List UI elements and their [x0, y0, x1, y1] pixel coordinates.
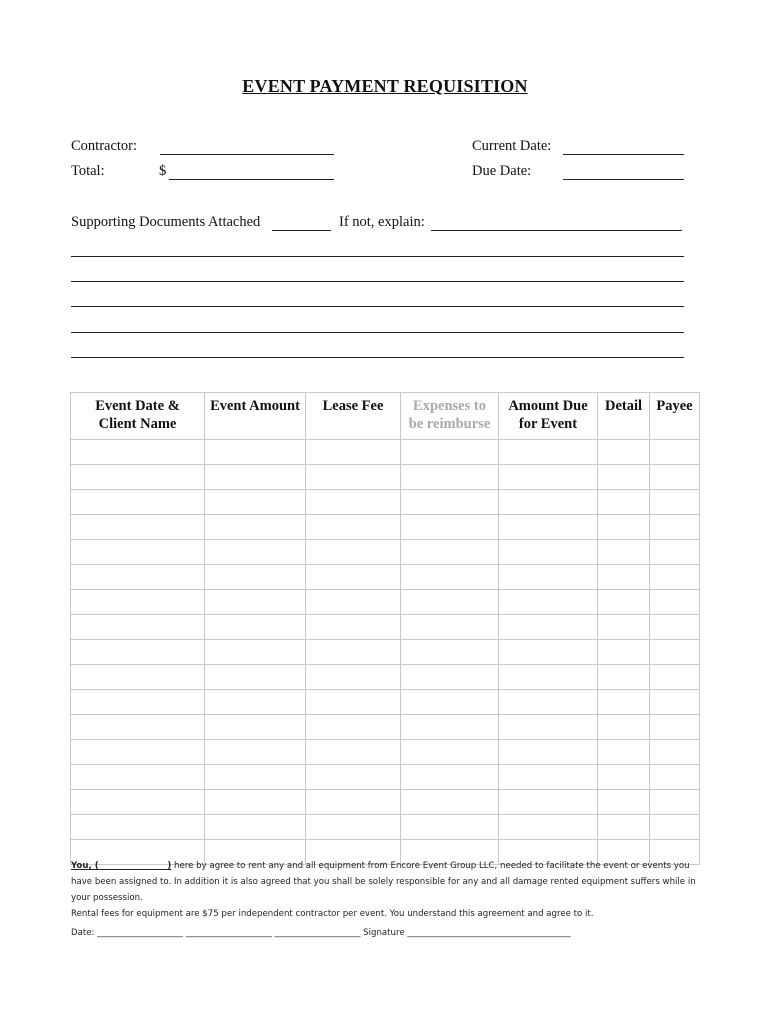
table-cell[interactable] [71, 490, 205, 515]
agreement-paragraph [71, 858, 701, 906]
table-cell[interactable] [71, 590, 205, 615]
explanation-line[interactable] [71, 306, 684, 307]
table-cell[interactable] [650, 790, 700, 815]
contractor-field[interactable] [160, 154, 334, 155]
header-lease-fee: Lease Fee [306, 393, 401, 440]
table-cell[interactable] [306, 490, 401, 515]
table-row [71, 690, 700, 715]
table-row [71, 665, 700, 690]
due-date-field[interactable] [563, 179, 684, 180]
table-cell[interactable] [499, 490, 598, 515]
table-cell[interactable] [205, 640, 306, 665]
table-cell[interactable] [401, 465, 499, 490]
table-cell[interactable] [598, 740, 650, 765]
signature-line[interactable]: Date: ____________________ ____________________ ____________________ Signature ______________________________________ [71, 928, 571, 938]
table-cell[interactable] [205, 790, 306, 815]
table-cell[interactable] [598, 565, 650, 590]
table-cell[interactable] [306, 690, 401, 715]
table-cell[interactable] [499, 565, 598, 590]
table-cell[interactable] [71, 565, 205, 590]
table-cell[interactable] [650, 515, 700, 540]
rental-fees-text: Rental fees for equipment are $75 per independent contractor per event. You understand this agreement and agree to it. [71, 909, 594, 919]
table-cell[interactable] [650, 590, 700, 615]
table-cell[interactable] [650, 740, 700, 765]
table-cell[interactable] [71, 440, 205, 465]
table-cell[interactable] [306, 590, 401, 615]
table-row [71, 740, 700, 765]
table-cell[interactable] [205, 465, 306, 490]
table-cell[interactable] [71, 665, 205, 690]
contractor-label: Contractor: [71, 138, 138, 154]
table-cell[interactable] [71, 640, 205, 665]
agreement-text: here by agree to rent any and all equipment from Encore Event Group LLC, needed to facilitate the event or events you have been assigned to. In addition it is also agreed that you shall be solely responsible for any and all damage rented equipment suffers while in your possession. [71, 861, 696, 903]
table-cell[interactable] [306, 615, 401, 640]
table-cell[interactable] [650, 815, 700, 840]
table-cell[interactable] [205, 690, 306, 715]
supporting-documents-label: Supporting Documents Attached [71, 214, 261, 230]
table-cell[interactable] [650, 665, 700, 690]
table-cell[interactable] [598, 690, 650, 715]
table-cell[interactable] [306, 765, 401, 790]
table-cell[interactable] [306, 740, 401, 765]
table-cell[interactable] [306, 465, 401, 490]
table-cell[interactable] [499, 590, 598, 615]
table-cell[interactable] [650, 540, 700, 565]
table-cell[interactable] [306, 665, 401, 690]
table-cell[interactable] [71, 790, 205, 815]
table-cell[interactable] [71, 765, 205, 790]
table-cell[interactable] [401, 615, 499, 640]
table-cell[interactable] [650, 690, 700, 715]
table-cell[interactable] [205, 665, 306, 690]
table-cell[interactable] [401, 665, 499, 690]
you-name-blank[interactable]: You, (________________) [71, 861, 172, 871]
table-cell[interactable] [205, 765, 306, 790]
total-currency: $ [159, 163, 167, 179]
table-cell[interactable] [499, 615, 598, 640]
table-cell[interactable] [401, 740, 499, 765]
table-cell[interactable] [598, 615, 650, 640]
table-cell[interactable] [205, 540, 306, 565]
table-row [71, 490, 700, 515]
table-cell[interactable] [401, 690, 499, 715]
table-cell[interactable] [71, 740, 205, 765]
table-cell[interactable] [306, 440, 401, 465]
table-cell[interactable] [205, 615, 306, 640]
table-row [71, 765, 700, 790]
header-payee: Payee [650, 393, 700, 440]
payment-table [70, 392, 700, 865]
table-cell[interactable] [499, 515, 598, 540]
table-cell[interactable] [205, 515, 306, 540]
table-cell[interactable] [306, 715, 401, 740]
table-cell[interactable] [401, 565, 499, 590]
table-cell[interactable] [598, 640, 650, 665]
header-expenses-reimburse: Expenses to be reimburse [401, 393, 499, 440]
table-cell[interactable] [71, 540, 205, 565]
if-not-explain-label: If not, explain: [339, 214, 425, 230]
table-row [71, 565, 700, 590]
current-date-label: Current Date: [472, 138, 552, 154]
table-row [71, 640, 700, 665]
table-cell[interactable] [650, 640, 700, 665]
table-row [71, 440, 700, 465]
table-cell[interactable] [598, 440, 650, 465]
table-cell[interactable] [598, 465, 650, 490]
table-cell[interactable] [205, 740, 306, 765]
header-detail: Detail [598, 393, 650, 440]
total-label: Total: [71, 163, 105, 179]
table-row [71, 815, 700, 840]
table-cell[interactable] [499, 815, 598, 840]
due-date-label: Due Date: [472, 163, 532, 179]
table-cell[interactable] [401, 490, 499, 515]
header-amount-due: Amount Due for Event [499, 393, 598, 440]
table-cell[interactable] [306, 565, 401, 590]
table-cell[interactable] [205, 815, 306, 840]
current-date-field[interactable] [563, 154, 684, 155]
table-cell[interactable] [499, 440, 598, 465]
table-cell[interactable] [401, 790, 499, 815]
table-row [71, 590, 700, 615]
table-cell[interactable] [499, 790, 598, 815]
table-cell[interactable] [401, 515, 499, 540]
table-cell[interactable] [401, 540, 499, 565]
table-cell[interactable] [598, 715, 650, 740]
table-cell[interactable] [650, 490, 700, 515]
table-row [71, 715, 700, 740]
table-cell[interactable] [71, 715, 205, 740]
table-cell[interactable] [71, 515, 205, 540]
table-cell[interactable] [71, 815, 205, 840]
table-cell[interactable] [205, 440, 306, 465]
table-cell[interactable] [71, 465, 205, 490]
table-cell[interactable] [499, 690, 598, 715]
table-cell[interactable] [499, 640, 598, 665]
table-cell[interactable] [306, 815, 401, 840]
table-cell[interactable] [598, 790, 650, 815]
table-cell[interactable] [650, 465, 700, 490]
table-cell[interactable] [306, 515, 401, 540]
table-cell[interactable] [650, 715, 700, 740]
table-cell[interactable] [499, 715, 598, 740]
explanation-field[interactable] [431, 230, 682, 231]
table-cell[interactable] [598, 590, 650, 615]
header-event-date-client: Event Date & Client Name [71, 393, 205, 440]
explanation-line[interactable] [71, 256, 684, 257]
table-cell[interactable] [598, 765, 650, 790]
table-cell[interactable] [71, 690, 205, 715]
table-cell[interactable] [499, 665, 598, 690]
table-cell[interactable] [205, 490, 306, 515]
table-cell[interactable] [598, 540, 650, 565]
table-cell[interactable] [205, 565, 306, 590]
table-cell[interactable] [401, 815, 499, 840]
table-cell[interactable] [71, 615, 205, 640]
table-row [71, 540, 700, 565]
table-cell[interactable] [650, 440, 700, 465]
table-cell[interactable] [401, 765, 499, 790]
explanation-line[interactable] [71, 332, 684, 333]
table-row [71, 465, 700, 490]
table-cell[interactable] [401, 640, 499, 665]
table-cell[interactable] [650, 765, 700, 790]
table-cell[interactable] [499, 465, 598, 490]
table-header-row [71, 393, 700, 440]
table-cell[interactable] [401, 715, 499, 740]
table-row [71, 515, 700, 540]
table-cell[interactable] [401, 440, 499, 465]
table-cell[interactable] [650, 615, 700, 640]
table-row [71, 790, 700, 815]
table-cell[interactable] [499, 540, 598, 565]
total-field[interactable] [169, 179, 334, 180]
table-cell[interactable] [306, 540, 401, 565]
table-cell[interactable] [499, 740, 598, 765]
table-row [71, 615, 700, 640]
explanation-line[interactable] [71, 281, 684, 282]
table-cell[interactable] [598, 815, 650, 840]
table-cell[interactable] [205, 590, 306, 615]
table-cell[interactable] [598, 515, 650, 540]
table-cell[interactable] [306, 640, 401, 665]
explanation-line[interactable] [71, 357, 684, 358]
supporting-documents-field[interactable] [272, 230, 331, 231]
table-cell[interactable] [401, 590, 499, 615]
table-cell[interactable] [499, 765, 598, 790]
table-cell[interactable] [205, 715, 306, 740]
table-cell[interactable] [598, 665, 650, 690]
page-title: EVENT PAYMENT REQUISITION [242, 76, 528, 96]
table-cell[interactable] [598, 490, 650, 515]
header-event-amount: Event Amount [205, 393, 306, 440]
table-cell[interactable] [650, 565, 700, 590]
table-cell[interactable] [306, 790, 401, 815]
